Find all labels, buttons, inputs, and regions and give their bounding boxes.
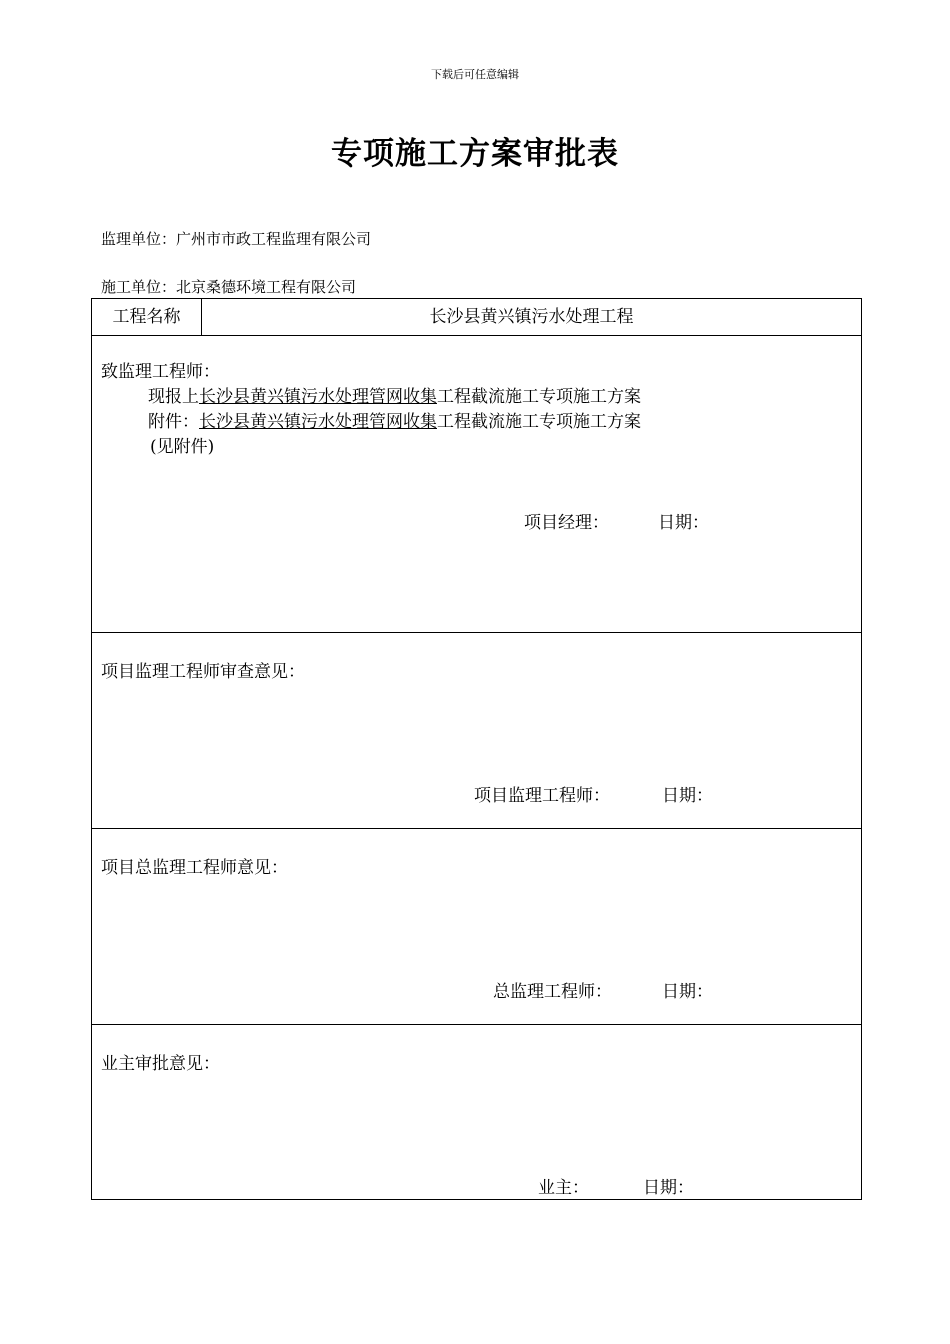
engineer-review-section: [92, 633, 861, 829]
project-name-row: [92, 299, 861, 336]
approval-form-table: [91, 298, 862, 1200]
engineer-review-heading: 项目监理工程师审查意见：: [101, 662, 305, 682]
owner-date-label: 日期：: [643, 1178, 694, 1198]
contractor-unit: 施工单位：北京桑德环境工程有限公司: [101, 278, 357, 296]
addressee: 致监理工程师：: [101, 362, 220, 382]
chief-sign-label: 总监理工程师：: [493, 982, 612, 1002]
chief-review-heading: 项目总监理工程师意见：: [101, 858, 288, 878]
owner-review-section: [92, 1025, 861, 1200]
attachment-line: [148, 407, 641, 432]
owner-review-heading: 业主审批意见：: [101, 1054, 220, 1074]
supervisor-unit: 监理单位：广州市市政工程监理有限公司: [101, 230, 372, 248]
submission-line-1-project: 长沙县黄兴镇污水处理管网收集: [199, 387, 437, 407]
chief-date-label: 日期：: [662, 982, 713, 1002]
attachment-line-project: 长沙县黄兴镇污水处理管网收集: [199, 412, 437, 432]
owner-sign-label: 业主：: [538, 1178, 589, 1198]
attachment-line-suffix: 工程截流施工专项施工方案: [437, 412, 641, 432]
document-title: 专项施工方案审批表: [331, 136, 619, 172]
project-name-value: 长沙县黄兴镇污水处理工程: [429, 307, 634, 327]
header-note: 下载后可任意编辑: [431, 68, 519, 81]
project-manager-sign-label: 项目经理：: [524, 513, 609, 533]
submission-line-1-suffix: 工程截流施工专项施工方案: [437, 387, 641, 407]
submission-line-1-prefix: 现报上: [148, 387, 199, 407]
engineer-sign-label: 项目监理工程师：: [474, 786, 610, 806]
engineer-date-label: 日期：: [662, 786, 713, 806]
chief-review-section: [92, 829, 861, 1025]
submission-date-label: 日期：: [658, 513, 709, 533]
submission-section: [92, 336, 861, 633]
project-name-label: 工程名称: [92, 299, 202, 335]
attachment-line-prefix: 附件：: [148, 412, 199, 432]
attachment-note: (见附件): [150, 437, 215, 457]
submission-line-1: [148, 382, 641, 407]
